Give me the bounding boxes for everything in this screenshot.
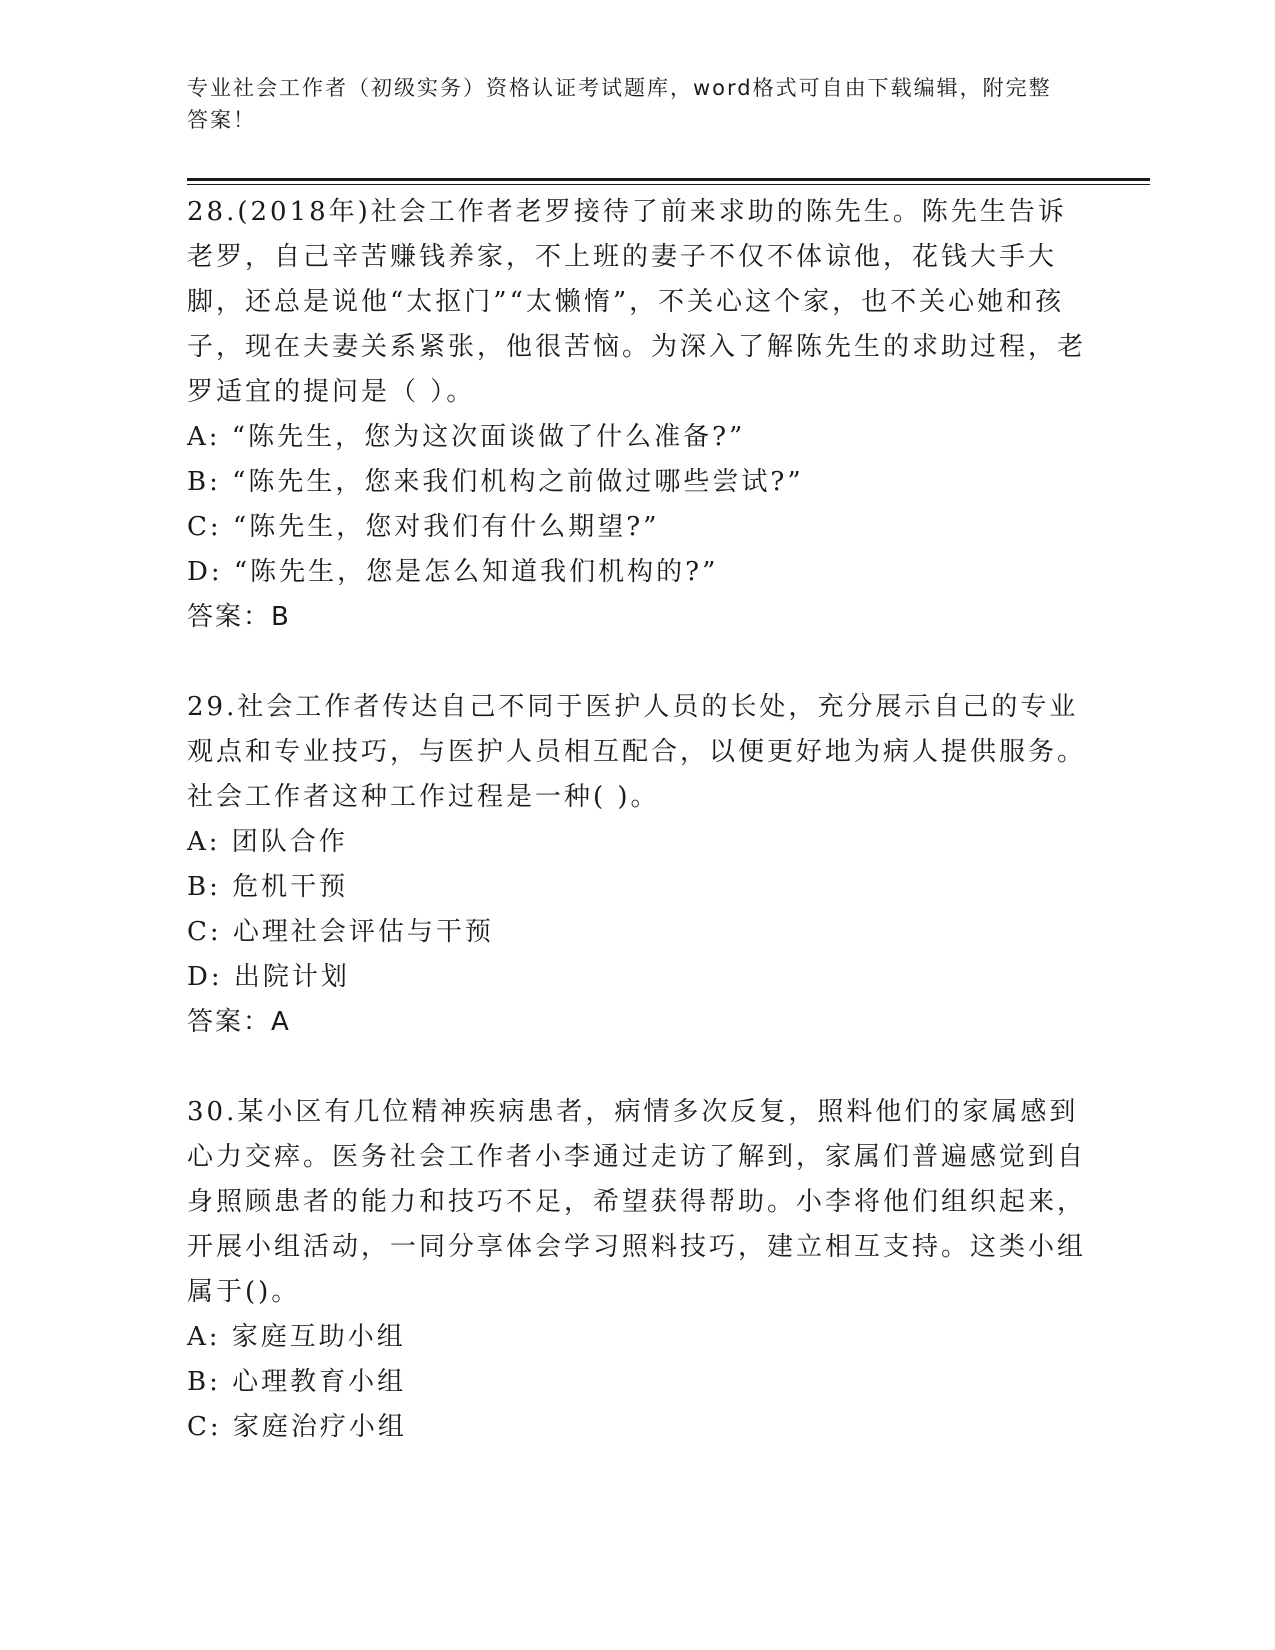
option-d: D: “陈先生，您是怎么知道我们机构的?”	[187, 557, 719, 587]
question-29	[187, 685, 1087, 1045]
answer-label: 答案：A	[187, 1007, 291, 1037]
option-b: B: “陈先生，您来我们机构之前做过哪些尝试?”	[187, 467, 804, 497]
option-d: D: 出院计划	[187, 962, 350, 992]
option-a: A: 家庭互助小组	[187, 1322, 406, 1352]
option-b: B: 危机干预	[187, 872, 349, 902]
option-c: C: 家庭治疗小组	[187, 1412, 407, 1442]
question-stem: 29.社会工作者传达自己不同于医护人员的长处，充分展示自己的专业观点和专业技巧，与医护人员相互配合，以便更好地为病人提供服务。社会工作者这种工作过程是一种( )。	[187, 692, 1087, 812]
option-a: A: 团队合作	[187, 827, 348, 857]
option-list	[187, 1315, 1087, 1450]
option-b: B: 心理教育小组	[187, 1367, 407, 1397]
option-c: C: “陈先生，您对我们有什么期望?”	[187, 512, 660, 542]
question-28	[187, 190, 1087, 640]
question-stem: 28.(2018年)社会工作者老罗接待了前来求助的陈先生。陈先生告诉老罗，自己辛苦赚钱养家，不上班的妻子不仅不体谅他，花钱大手大脚，还总是说他“太抠门”“太懒惰”，不关心这个家，也不关心她和孩子，现在夫妻关系紧张，他很苦恼。为深入了解陈先生的求助过程，老罗适宜的提问是（ ）。	[187, 197, 1087, 407]
question-30	[187, 1090, 1087, 1450]
question-list	[187, 190, 1087, 1495]
option-list	[187, 820, 1087, 1000]
document-header-note: 专业社会工作者（初级实务）资格认证考试题库，word格式可自由下载编辑，附完整答案！	[187, 76, 1052, 132]
answer-label: 答案：B	[187, 602, 291, 632]
question-stem: 30.某小区有几位精神疾病患者，病情多次反复，照料他们的家属感到心力交瘁。医务社会工作者小李通过走访了解到，家属们普遍感觉到自身照顾患者的能力和技巧不足，希望获得帮助。小李将他们组织起来，开展小组活动，一同分享体会学习照料技巧，建立相互支持。这类小组属于()。	[187, 1097, 1087, 1307]
option-list	[187, 415, 1087, 595]
option-c: C: 心理社会评估与干预	[187, 917, 494, 947]
header-divider-thick	[187, 178, 1150, 181]
header-divider-thin	[187, 184, 1150, 185]
option-a: A: “陈先生，您为这次面谈做了什么准备?”	[187, 422, 746, 452]
